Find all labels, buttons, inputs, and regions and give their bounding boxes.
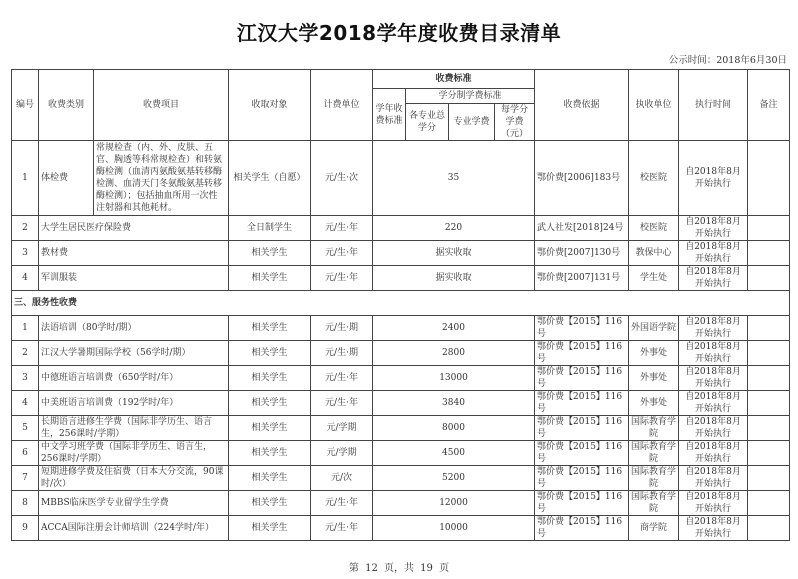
cell-remarks <box>748 316 790 341</box>
table-row <box>12 491 790 516</box>
cell-collector: 教保中心 <box>629 241 679 266</box>
cell-effective: 自2018年8月开始执行 <box>679 316 748 341</box>
cell-collector: 学生处 <box>629 266 679 291</box>
table-row <box>12 366 790 391</box>
cell-amount: 2800 <box>373 341 535 366</box>
cell-effective: 自2018年8月开始执行 <box>679 241 748 266</box>
cell-no: 3 <box>12 366 39 391</box>
table-row <box>12 416 790 441</box>
cell-amount: 4500 <box>373 441 535 466</box>
cell-item: 长期语言进修生学费（国际非学历生、语言生，256课时/学期） <box>39 416 229 441</box>
cell-unit: 元/学期 <box>311 441 373 466</box>
table-row <box>12 241 790 266</box>
header-target: 收取对象 <box>229 70 311 141</box>
section-title: 三、服务性收费 <box>12 291 790 316</box>
header-collector: 执收单位 <box>629 70 679 141</box>
cell-remarks <box>748 341 790 366</box>
cell-amount: 据实收取 <box>373 241 535 266</box>
cell-basis: 鄂价费【2015】116号 <box>535 466 629 491</box>
cell-item: 常规检查（内、外、皮肤、五官、胸透等科常规检查）和转氨酶检测（血清丙氨酸氨基转移酶检测、血清天门冬氨酸氨基转移酶检测）；包括抽血所用一次性注射器和其他耗材。 <box>94 141 229 216</box>
cell-unit: 元/生·年 <box>311 216 373 241</box>
table-row <box>12 391 790 416</box>
cell-target: 相关学生 <box>229 466 311 491</box>
cell-effective: 自2018年8月开始执行 <box>679 341 748 366</box>
cell-collector: 校医院 <box>629 141 679 216</box>
cell-no: 6 <box>12 441 39 466</box>
publish-date: 公示时间：2018年6月30日 <box>668 55 787 66</box>
header-unit: 计费单位 <box>311 70 373 141</box>
cell-basis: 鄂价费【2015】116号 <box>535 416 629 441</box>
cell-effective: 自2018年8月开始执行 <box>679 266 748 291</box>
cell-no: 3 <box>12 241 39 266</box>
cell-collector: 国际教育学院 <box>629 416 679 441</box>
cell-no: 9 <box>12 516 39 541</box>
cell-remarks <box>748 266 790 291</box>
table-row <box>12 341 790 366</box>
cell-remarks <box>748 216 790 241</box>
cell-item: 中德班语言培训费（650学时/年） <box>39 366 229 391</box>
header-item: 收费项目 <box>94 70 229 141</box>
cell-basis: 鄂价费【2015】116号 <box>535 441 629 466</box>
cell-target: 相关学生 <box>229 366 311 391</box>
cell-item: 中文学习班学费（国际非学历生、语言生，256课时/学期） <box>39 441 229 466</box>
cell-target: 相关学生 <box>229 516 311 541</box>
cell-no: 7 <box>12 466 39 491</box>
cell-collector: 国际教育学院 <box>629 441 679 466</box>
cell-effective: 自2018年8月开始执行 <box>679 141 748 216</box>
cell-target: 相关学生（自愿） <box>229 141 311 216</box>
header-total-credits: 各专业总学分 <box>406 104 449 141</box>
cell-remarks <box>748 466 790 491</box>
cell-target: 相关学生 <box>229 241 311 266</box>
table-row <box>12 141 790 216</box>
cell-effective: 自2018年8月开始执行 <box>679 391 748 416</box>
cell-item: 中美班语言培训费（192学时/年） <box>39 391 229 416</box>
cell-no: 8 <box>12 491 39 516</box>
cell-basis: 鄂价费【2015】116号 <box>535 516 629 541</box>
header-major-fee: 专业学费 <box>449 104 495 141</box>
fee-table <box>11 69 790 541</box>
cell-effective: 自2018年8月开始执行 <box>679 466 748 491</box>
cell-basis: 鄂价费【2015】116号 <box>535 316 629 341</box>
cell-unit: 元/生·年 <box>311 491 373 516</box>
cell-unit: 元/次 <box>311 466 373 491</box>
cell-target: 相关学生 <box>229 416 311 441</box>
table-row <box>12 216 790 241</box>
cell-remarks <box>748 416 790 441</box>
cell-effective: 自2018年8月开始执行 <box>679 366 748 391</box>
cell-amount: 220 <box>373 216 535 241</box>
table-row <box>12 316 790 341</box>
cell-target: 相关学生 <box>229 266 311 291</box>
cell-item: 教材费 <box>39 241 229 266</box>
cell-unit: 元/生·次 <box>311 141 373 216</box>
cell-item: 短期进修学费及住宿费（日本大分交流，90课时/次） <box>39 466 229 491</box>
header-remarks: 备注 <box>748 70 790 141</box>
cell-target: 相关学生 <box>229 316 311 341</box>
cell-amount: 8000 <box>373 416 535 441</box>
cell-no: 2 <box>12 341 39 366</box>
cell-basis: 鄂价费[2007]130号 <box>535 241 629 266</box>
page-footer: 第 12 页，共 19 页 <box>348 563 450 574</box>
cell-remarks <box>748 241 790 266</box>
cell-effective: 自2018年8月开始执行 <box>679 416 748 441</box>
cell-collector: 商学院 <box>629 516 679 541</box>
cell-effective: 自2018年8月开始执行 <box>679 516 748 541</box>
cell-unit: 元/生·年 <box>311 241 373 266</box>
cell-item: ACCA国际注册会计师培训（224学时/年） <box>39 516 229 541</box>
cell-amount: 3840 <box>373 391 535 416</box>
cell-amount: 12000 <box>373 491 535 516</box>
cell-effective: 自2018年8月开始执行 <box>679 491 748 516</box>
header-basis: 收费依据 <box>535 70 629 141</box>
cell-collector: 国际教育学院 <box>629 466 679 491</box>
header-category: 收费类别 <box>39 70 94 141</box>
cell-collector: 外事处 <box>629 366 679 391</box>
cell-effective: 自2018年8月开始执行 <box>679 441 748 466</box>
header-credit-standard: 学分制学费标准 <box>406 89 535 104</box>
cell-no: 1 <box>12 141 39 216</box>
header-per-credit-fee: 每学分学费（元） <box>495 104 535 141</box>
cell-target: 相关学生 <box>229 341 311 366</box>
cell-unit: 元/生·期 <box>311 341 373 366</box>
cell-unit: 元/生·年 <box>311 266 373 291</box>
cell-amount: 据实收取 <box>373 266 535 291</box>
cell-no: 4 <box>12 391 39 416</box>
cell-no: 1 <box>12 316 39 341</box>
cell-basis: 鄂价费【2015】116号 <box>535 341 629 366</box>
document-title: 江汉大学2018学年度收费目录清单 <box>236 21 562 45</box>
header-effective: 执行时间 <box>679 70 748 141</box>
cell-collector: 外事处 <box>629 341 679 366</box>
cell-remarks <box>748 141 790 216</box>
section-row <box>12 291 790 316</box>
cell-basis: 武人社发[2018]24号 <box>535 216 629 241</box>
cell-amount: 13000 <box>373 366 535 391</box>
header-annual-standard: 学年收费标准 <box>373 89 406 141</box>
cell-remarks <box>748 491 790 516</box>
header-no: 编号 <box>12 70 39 141</box>
cell-remarks <box>748 441 790 466</box>
cell-unit: 元/生·期 <box>311 316 373 341</box>
cell-amount: 35 <box>373 141 535 216</box>
cell-unit: 元/生·年 <box>311 366 373 391</box>
header-standard: 收费标准 <box>373 70 535 89</box>
cell-collector: 外国语学院 <box>629 316 679 341</box>
cell-item: 军训服装 <box>39 266 229 291</box>
cell-no: 4 <box>12 266 39 291</box>
cell-unit: 元/生·年 <box>311 516 373 541</box>
cell-category: 体检费 <box>39 141 94 216</box>
cell-no: 5 <box>12 416 39 441</box>
cell-effective: 自2018年8月开始执行 <box>679 216 748 241</box>
cell-amount: 2400 <box>373 316 535 341</box>
cell-basis: 鄂价费【2015】116号 <box>535 491 629 516</box>
cell-remarks <box>748 516 790 541</box>
cell-remarks <box>748 391 790 416</box>
cell-basis: 鄂价费【2015】116号 <box>535 391 629 416</box>
cell-target: 相关学生 <box>229 391 311 416</box>
cell-target: 全日制学生 <box>229 216 311 241</box>
cell-unit: 元/生·年 <box>311 391 373 416</box>
cell-basis: 鄂价费[2006]183号 <box>535 141 629 216</box>
table-row <box>12 516 790 541</box>
cell-remarks <box>748 366 790 391</box>
cell-basis: 鄂价费【2015】116号 <box>535 366 629 391</box>
cell-item: 大学生居民医疗保险费 <box>39 216 229 241</box>
cell-item: MBBS临床医学专业留学生学费 <box>39 491 229 516</box>
table-row <box>12 466 790 491</box>
cell-item: 江汉大学暑期国际学校（56学时/期） <box>39 341 229 366</box>
cell-target: 相关学生 <box>229 441 311 466</box>
cell-collector: 校医院 <box>629 216 679 241</box>
table-row <box>12 266 790 291</box>
cell-target: 相关学生 <box>229 491 311 516</box>
cell-collector: 外事处 <box>629 391 679 416</box>
cell-item: 法语培训（80学时/期） <box>39 316 229 341</box>
cell-unit: 元/学期 <box>311 416 373 441</box>
cell-amount: 5200 <box>373 466 535 491</box>
cell-collector: 国际教育学院 <box>629 491 679 516</box>
cell-no: 2 <box>12 216 39 241</box>
cell-basis: 鄂价费[2007]131号 <box>535 266 629 291</box>
table-row <box>12 441 790 466</box>
cell-amount: 10000 <box>373 516 535 541</box>
